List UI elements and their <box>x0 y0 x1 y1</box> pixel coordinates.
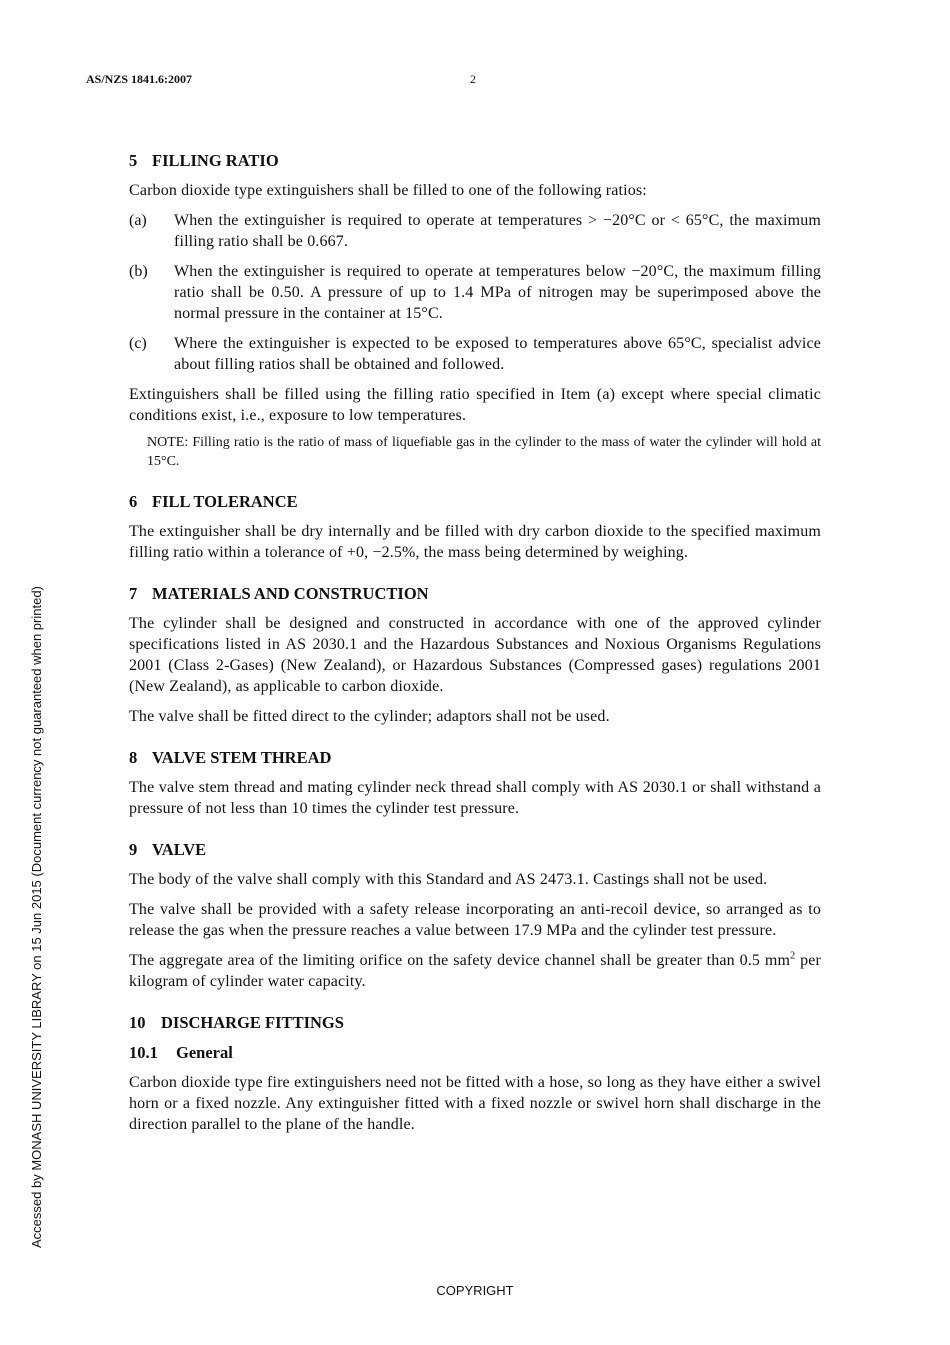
paragraph: Carbon dioxide type extinguishers shall be filled to one of the following ratios: <box>129 182 647 199</box>
subsection-title: General <box>176 1043 233 1062</box>
list-item <box>129 210 821 252</box>
section-number: 8 <box>129 748 138 767</box>
paragraph-text: The aggregate area of the limiting orifice on the safety device channel shall be greater than 0.5 mm <box>129 952 791 969</box>
paragraph <box>129 950 821 992</box>
section-number: 9 <box>129 840 138 859</box>
section-title: DISCHARGE FITTINGS <box>161 1013 344 1032</box>
list-item-text: When the extinguisher is required to operate at temperatures below −20°C, the maximum filling ratio shall be 0.50. A pressure of up to 1.4 MPa of nitrogen may be superimposed above the normal pressure in the container at 15°C. <box>174 263 821 322</box>
paragraph: The valve shall be provided with a safety release incorporating an anti-recoil device, so arranged as to release the gas when the pressure reaches a value between 17.9 MPa and the cylinder test pressure. <box>129 901 821 939</box>
list-item-label: (a) <box>129 212 147 229</box>
section-heading-8 <box>129 747 821 768</box>
list-item-label: (b) <box>129 263 148 280</box>
list-item <box>129 333 821 375</box>
page-number: 2 <box>470 72 476 86</box>
paragraph: Carbon dioxide type fire extinguishers need not be fitted with a hose, so long as they have either a swivel horn or a fixed nozzle. Any extinguisher fitted with a fixed nozzle or swivel horn shall discharge in the direction parallel to the plane of the handle. <box>129 1074 821 1133</box>
note: NOTE: Filling ratio is the ratio of mass of liquefiable gas in the cylinder to the mass of water the cylinder will hold at 15°C. <box>147 435 821 469</box>
page-body <box>129 150 821 1144</box>
list-item-label: (c) <box>129 335 147 352</box>
paragraph: The cylinder shall be designed and constructed in accordance with one of the approved cylinder specifications listed in AS 2030.1 and the Hazardous Substances and Noxious Organisms Regulations 2001 (Class 2-Gases) (New Zealand), or Hazardous Substances (Compressed gases) regulations 2001 (New Zealand), as applicable to carbon dioxide. <box>129 615 821 695</box>
section-title: VALVE STEM THREAD <box>152 748 332 767</box>
paragraph: Extinguishers shall be filled using the filling ratio specified in Item (a) except where special climatic conditions exist, i.e., exposure to low temperatures. <box>129 386 821 424</box>
section-heading-6 <box>129 491 821 512</box>
section-number: 7 <box>129 584 138 603</box>
list-item <box>129 261 821 324</box>
paragraph-text: per kilogram of cylinder water capacity. <box>129 952 822 990</box>
list-item-text: Where the extinguisher is expected to be exposed to temperatures above 65°C, specialist advice about filling ratios shall be obtained and followed. <box>174 335 821 373</box>
subsection-heading-10-1 <box>129 1042 821 1063</box>
section-number: 10 <box>129 1013 146 1032</box>
section-heading-5 <box>129 150 821 171</box>
section-title: MATERIALS AND CONSTRUCTION <box>152 584 429 603</box>
superscript: 2 <box>790 950 796 962</box>
copyright-footer: COPYRIGHT <box>436 1283 514 1298</box>
section-title: FILL TOLERANCE <box>152 492 298 511</box>
section-heading-9 <box>129 839 821 860</box>
standard-id: AS/NZS 1841.6:2007 <box>86 72 193 86</box>
section-heading-10 <box>129 1012 821 1033</box>
subsection-number: 10.1 <box>129 1043 158 1062</box>
list-item-text: When the extinguisher is required to operate at temperatures > −20°C or < 65°C, the maximum filling ratio shall be 0.667. <box>174 212 821 250</box>
section-heading-7 <box>129 583 821 604</box>
paragraph: The valve stem thread and mating cylinder neck thread shall comply with AS 2030.1 or shall withstand a pressure of not less than 10 times the cylinder test pressure. <box>129 779 821 817</box>
paragraph: The extinguisher shall be dry internally and be filled with dry carbon dioxide to the specified maximum filling ratio within a tolerance of +0, −2.5%, the mass being determined by weighing. <box>129 523 821 561</box>
section-number: 6 <box>129 492 138 511</box>
section-title: VALVE <box>152 840 207 859</box>
section-number: 5 <box>129 151 138 170</box>
access-watermark: Accessed by MONASH UNIVERSITY LIBRARY on 15 Jun 2015 (Document currency not guaranteed when printed) <box>29 586 44 1248</box>
section-title: FILLING RATIO <box>152 151 279 170</box>
paragraph: The valve shall be fitted direct to the cylinder; adaptors shall not be used. <box>129 708 610 725</box>
paragraph: The body of the valve shall comply with this Standard and AS 2473.1. Castings shall not be used. <box>129 871 768 888</box>
